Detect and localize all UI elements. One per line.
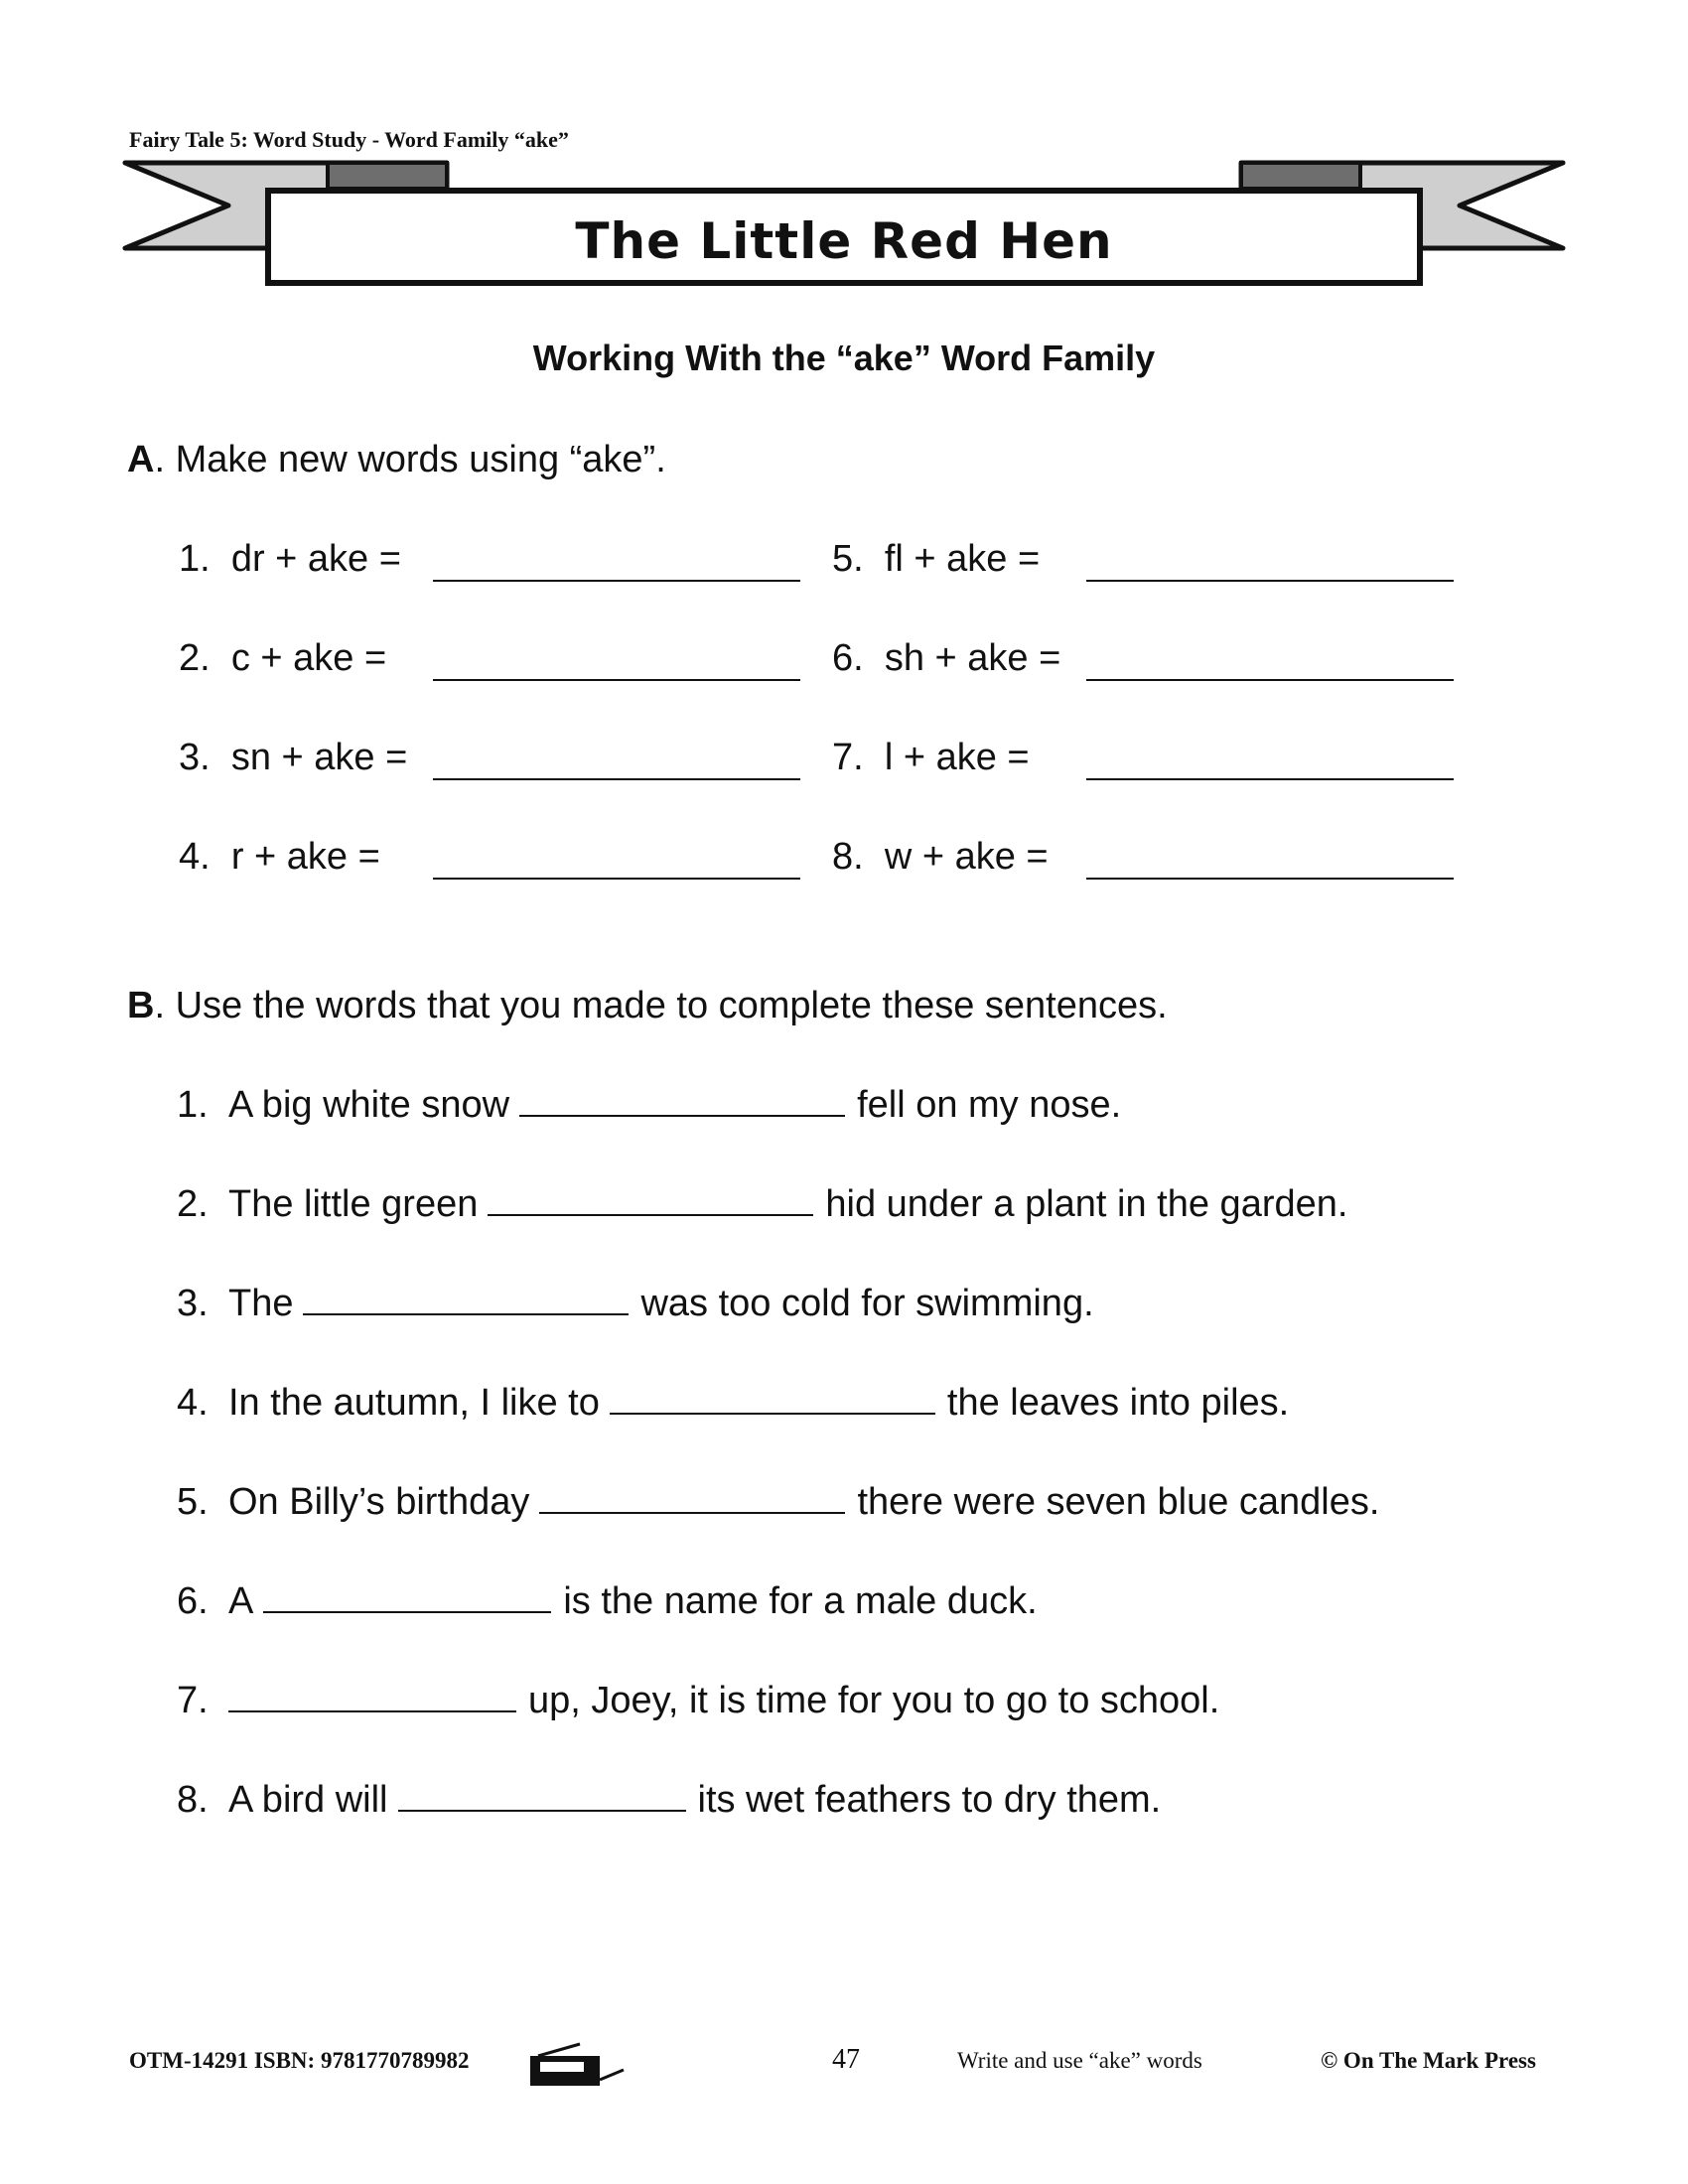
answer-blank[interactable] [303,1286,629,1315]
answer-blank[interactable] [1086,679,1454,681]
sentence-text-after: its wet feathers to dry them. [697,1779,1162,1821]
sentence-text-after: the leaves into piles. [946,1382,1290,1424]
sentence-text-before: A bird will [228,1779,388,1821]
word-item-equation: sh + ake = [884,637,1061,679]
answer-blank[interactable] [519,1087,845,1117]
sentence-number: 8. [177,1779,209,1821]
answer-blank[interactable] [539,1484,845,1514]
answer-blank[interactable] [433,778,800,780]
footer-isbn: OTM-14291 ISBN: 9781770789982 [129,2048,470,2073]
word-item-equation: sn + ake = [230,737,408,778]
sentence-8 [177,1779,1161,1822]
word-item-equation: w + ake = [884,836,1049,878]
section-a-heading [127,439,666,481]
word-item-8 [832,836,1049,879]
page-title: The Little Red Hen [575,212,1113,270]
word-item-number: 3. [179,737,211,778]
word-item-equation: fl + ake = [884,538,1041,580]
sentence-text-before: In the autumn, I like to [228,1382,600,1424]
sentence-text-after: fell on my nose. [857,1084,1122,1126]
word-item-3 [179,737,407,779]
word-item-2 [179,637,386,680]
sentence-6 [177,1580,1038,1623]
page-number: 47 [832,2044,860,2075]
sentence-2 [177,1183,1347,1226]
worksheet-subtitle: Working With the “ake” Word Family [532,338,1156,378]
answer-blank[interactable] [1086,580,1454,582]
section-a-letter: A [127,439,155,480]
sentence-number: 5. [177,1481,209,1523]
sentence-5 [177,1481,1379,1524]
section-b-letter: B [127,985,155,1026]
section-a-instruction: . Make new words using “ake”. [154,439,666,480]
word-item-4 [179,836,380,879]
answer-blank[interactable] [488,1186,813,1216]
word-item-equation: c + ake = [230,637,387,679]
answer-blank[interactable] [433,679,800,681]
word-item-equation: l + ake = [884,737,1030,778]
sentence-number: 3. [177,1283,209,1324]
sentence-4 [177,1382,1289,1425]
answer-blank[interactable] [398,1782,686,1812]
sentence-text-before: The [228,1283,294,1324]
word-item-equation: dr + ake = [230,538,401,580]
answer-blank[interactable] [433,580,800,582]
sentence-number: 2. [177,1183,209,1225]
sentence-1 [177,1084,1121,1127]
sentence-text-after: there were seven blue candles. [857,1481,1380,1523]
word-item-1 [179,538,401,581]
word-item-number: 8. [832,836,864,878]
footer-description: Write and use “ake” words [957,2048,1202,2073]
answer-blank[interactable] [263,1583,551,1613]
word-item-number: 7. [832,737,864,778]
sentence-text-after: is the name for a male duck. [563,1580,1038,1622]
word-item-number: 6. [832,637,864,679]
answer-blank[interactable] [228,1683,516,1712]
sentence-text-after: up, Joey, it is time for you to go to school. [528,1680,1220,1721]
sentence-3 [177,1283,1094,1325]
word-item-number: 1. [179,538,211,580]
worksheet-category-label: Fairy Tale 5: Word Study - Word Family “ake” [129,127,569,152]
sentence-7 [177,1680,1219,1722]
sentence-text-before: The little green [228,1183,479,1225]
answer-blank[interactable] [610,1385,935,1415]
sentence-number: 1. [177,1084,209,1126]
sentence-number: 4. [177,1382,209,1424]
section-b-heading [127,985,1168,1027]
word-item-6 [832,637,1060,680]
answer-blank[interactable] [1086,778,1454,780]
answer-blank[interactable] [1086,878,1454,880]
word-item-equation: r + ake = [230,836,380,878]
word-item-number: 5. [832,538,864,580]
answer-blank[interactable] [433,878,800,880]
sentence-text-after: hid under a plant in the garden. [825,1183,1348,1225]
word-item-number: 4. [179,836,211,878]
sentence-text-before: On Billy’s birthday [228,1481,530,1523]
word-item-5 [832,538,1040,581]
sentence-text-before: A [228,1580,254,1622]
section-b-instruction: . Use the words that you made to complete these sentences. [154,985,1168,1026]
sentence-text-before: A big white snow [228,1084,510,1126]
sentence-text-after: was too cold for swimming. [640,1283,1094,1324]
footer-copyright: © On The Mark Press [1321,2048,1536,2073]
word-item-7 [832,737,1030,779]
word-item-number: 2. [179,637,211,679]
sentence-number: 6. [177,1580,209,1622]
book-icon [528,2040,628,2090]
sentence-number: 7. [177,1680,209,1721]
